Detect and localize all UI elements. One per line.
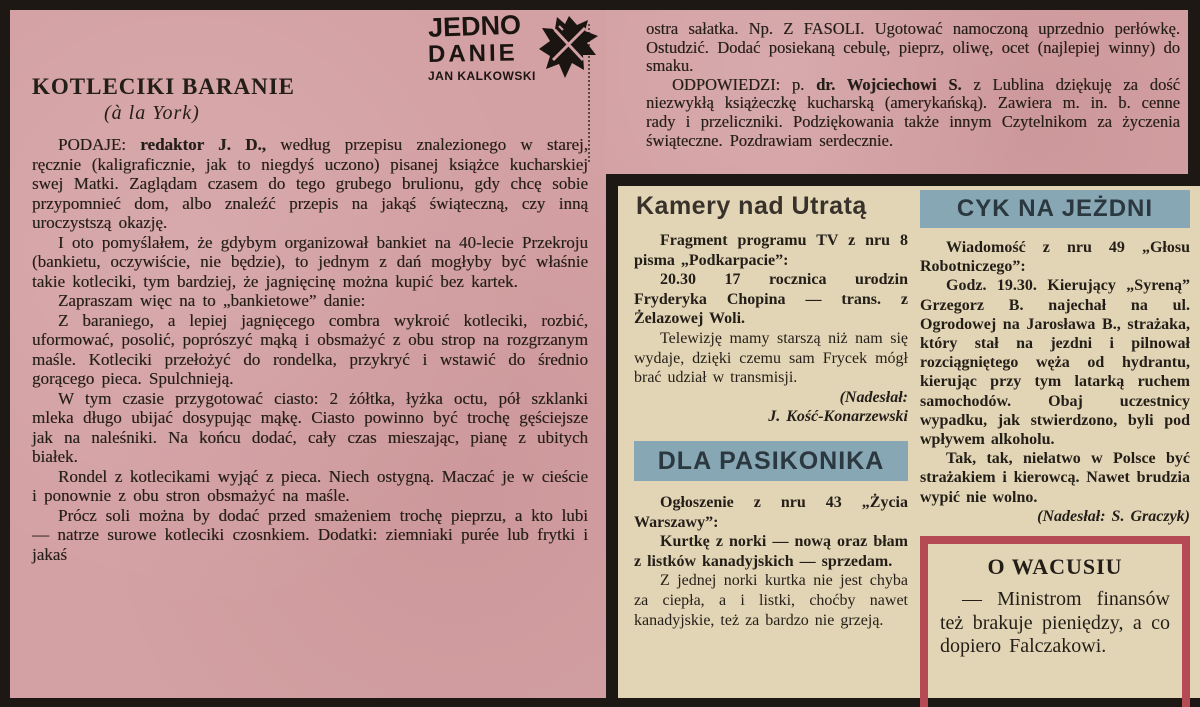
- cyk-body: [920, 238, 1190, 526]
- crossed-cutlery-icon: [538, 15, 600, 79]
- kamery-body: [634, 231, 908, 427]
- logo-byline: JAN KALKOWSKI: [428, 69, 536, 83]
- wacusiu-body: [940, 588, 1170, 659]
- pasikonik-body: [634, 493, 908, 630]
- article-body: [32, 135, 588, 564]
- paragraph: Zapraszam więc na to „bankietowe” danie:: [58, 291, 366, 310]
- paragraph: ODPOWIEDZI: p. dr. Wojciechowi S. z Lublina dziękuję za dość niezwykłą książeczkę kucharską (amerykańską). Zawiera m. in. b. cenne rady i przeliczniki. Podziękowania także innym Czytelnikom za życzenia świąteczne. Pozdrawiam serdecznie.: [646, 74, 1180, 150]
- paragraph: Z jednej norki kurtka nie jest chyba za ciepła, a i listki, choćby nawet kanadyjskie, też za bardzo nie grzeją.: [634, 572, 908, 629]
- paragraph: J. Kość-Konarzewski: [768, 408, 908, 426]
- paragraph: ostra sałatka. Np. Z FASOLI. Ugotować namoczoną uprzednio perłówkę. Ostudzić. Dodać posiekaną cebulę, pieprz, oliwę, ocet (najlepiej winny) do smaku.: [646, 19, 1180, 76]
- right-column: [920, 190, 1190, 707]
- paragraph: (Nadesłał:: [839, 388, 908, 406]
- logo-text: [427, 9, 536, 83]
- paragraph: Godz. 19.30. Kierujący „Syreną” Grzegorz B. najechał na ul. Ogrodowej na Jarosława B., strażaka, który stał na jezdni i pilnował rozciągniętego węża od hydrantu, kierując przy tym latarką ruchem samochodów. Obaj uczestnicy wypadku, jak stwierdzono, byli pod wpływem alkoholu.: [920, 277, 1190, 449]
- article-subtitle: (à la York): [104, 102, 200, 124]
- logo-line1: JEDNO: [427, 9, 522, 43]
- logo-line2: DANIE: [427, 39, 518, 68]
- paragraph: (Nadesłał: S. Graczyk): [1037, 507, 1190, 525]
- paragraph: PODAJE: redaktor J. D., według przepisu znalezionego w starej, ręcznie (kaligraficznie, jak to niegdyś uczono) pisanej książce kucharskiej swej Matki. Zaglądam czasem do tego grubego brulionu, gdy chcę sobie przypomnieć dom, albo znaleźć przepis na jakąś świąteczną, czy inną uroczystszą okazję.: [32, 135, 588, 232]
- frame-border-right: [1188, 0, 1200, 186]
- cyk-heading: CYK NA JEŻDNI: [920, 190, 1190, 228]
- middle-column: [634, 192, 908, 630]
- frame-border-top: [0, 0, 1200, 10]
- pasikonik-heading: DLA PASIKONIKA: [634, 441, 908, 481]
- paragraph: Telewizję mamy starszą niż nam się wydaje, dzięki czemu sam Frycek mógł brać udział w transmisji.: [634, 329, 908, 387]
- paragraph: Tak, tak, niełatwo w Polsce być strażakiem i kierowcą. Nawet brudzia wypić nie wolno.: [920, 450, 1190, 506]
- recipe-article: [32, 74, 588, 564]
- paragraph: W tym czasie przygotować ciasto: 2 żółtka, łyżka octu, pół szklanki mleka długo ubijać dosypując mąkę. Ciasto powinno być trochę gęściejsze jak na naleśniki. Na końcu dodać, cały czas mieszając, pianę z ubitych białek.: [32, 388, 588, 466]
- paragraph: Fragment programu TV z nru 8 pisma „Podkarpacie”:: [634, 232, 908, 269]
- frame-border-left: [0, 0, 10, 707]
- paragraph: Z baraniego, a lepiej jagnięcego combra wykroić kotleciki, rozbić, uformować, posolić, poprószyć mąką i obsmażyć z obu strop na rozgrzanym maśle. Kotleciki przełożyć do rondelka, przykryć i wstawić do średnio gorącego pieca. Spulchnieją.: [32, 310, 588, 388]
- frame-border-inner-vertical: [606, 174, 618, 698]
- frame-border-inner-horizontal: [606, 174, 1200, 186]
- paragraph: 20.30 17 rocznica urodzin Fryderyka Chopina — trans. z Żelazowej Woli.: [634, 271, 908, 328]
- paragraph: — Ministrom finansów też brakuje pieniędzy, a co dopiero Falczakowi.: [940, 588, 1170, 658]
- paragraph: Prócz soli można by dodać przed smażeniem trochę pieprzu, a kto lubi — natrze surowe kotleciki czosnkiem. Dodatki: ziemniaki purée lub frytki i jakaś: [32, 505, 588, 564]
- wacusiu-box: [920, 536, 1190, 707]
- paragraph: Rondel z kotlecikami wyjąć z pieca. Niech ostygną. Maczać je w cieście i ponownie z obu stron obsmażyć na maśle.: [32, 466, 588, 505]
- kamery-heading: Kamery nad Utratą: [636, 192, 867, 220]
- paragraph: Kurtkę z norki — nową oraz błam z listków kanadyjskich — sprzedam.: [634, 533, 908, 570]
- article-title: KOTLECIKI BARANIE: [32, 74, 296, 99]
- paragraph: Ogłoszenie z nru 43 „Życia Warszawy”:: [634, 493, 908, 531]
- paragraph: I oto pomyślałem, że gdybym organizował bankiet na 40-lecie Przekroju (bankietu, oczywiście, nie będzie), to jednym z dań mogłyby być właśnie takie kotleciki, tym bardziej, że jagnięcinę można kupić bez kartek.: [32, 232, 588, 291]
- wacusiu-heading: O WACUSIU: [987, 554, 1123, 580]
- paragraph: Wiadomość z nru 49 „Głosu Robotniczego”:: [920, 239, 1190, 276]
- recipe-article-continuation: [646, 20, 1180, 150]
